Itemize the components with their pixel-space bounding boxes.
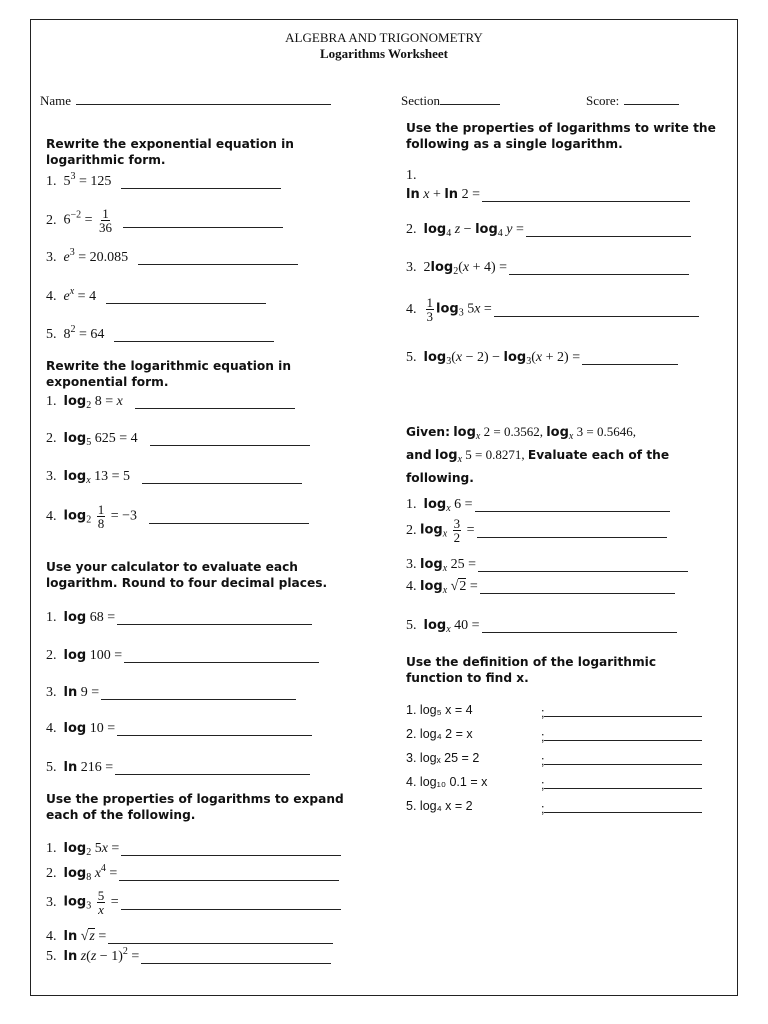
s7-item1: 1. log₅ x = 4	[406, 703, 473, 717]
section3-instruction: Use your calculator to evaluate each logarithm. Round to four decimal places.	[46, 560, 328, 590]
answer-blank[interactable]	[544, 727, 702, 741]
s1-item2: 2. $6^{-2}$ = $\frac{1}{36}$	[46, 207, 283, 234]
course-title: ALGEBRA AND TRIGONOMETRY	[285, 30, 483, 45]
s2-item2: 2. $\log_5 625 = 4$	[46, 430, 310, 448]
s6-item5: 5. $\log_x 40$ =	[406, 617, 677, 635]
s5-item1: ln x + ln 2 =	[406, 186, 690, 204]
s2-item1: 1. $\log_2 8 = x$	[46, 393, 295, 411]
answer-blank[interactable]	[582, 351, 678, 365]
answer-blank[interactable]	[106, 290, 266, 304]
answer-blank[interactable]	[494, 303, 699, 317]
s7-item4: 4. log₁₀ 0.1 = x	[406, 775, 488, 789]
s4-item4: 4. ln √z =	[46, 928, 333, 946]
answer-blank[interactable]	[482, 188, 690, 202]
answer-blank[interactable]	[480, 580, 675, 594]
s4-item1: 1. $\log_2 5x$ =	[46, 840, 341, 858]
s7-item3: 3. logₓ 25 = 2	[406, 751, 480, 765]
name-field[interactable]	[40, 91, 331, 109]
s3-item5: 5. ln 216 =	[46, 759, 310, 777]
name-label: Name	[40, 93, 72, 108]
s7-item2: 2. log₄ 2 = x	[406, 727, 473, 741]
s7-answer2[interactable]: ;	[541, 727, 702, 744]
s4-item5: 5. $\ln z(z - 1)^2$ =	[46, 948, 331, 966]
answer-blank[interactable]	[149, 510, 309, 524]
s3-item4: 4. log 10 =	[46, 720, 312, 738]
s6-item2: 2. $\log_x$ $\frac{3}{2}$ =	[406, 517, 667, 544]
answer-blank[interactable]	[509, 261, 689, 275]
s1-item1: 1. $5^3 = 125$	[46, 173, 281, 191]
s5-item5: 5. $\log_3(x - 2) - \log_3(x + 2)$ =	[406, 349, 678, 367]
answer-blank[interactable]	[478, 558, 688, 572]
s6-item1: 1. $\log_x 6$ =	[406, 496, 670, 514]
answer-blank[interactable]	[544, 799, 702, 813]
worksheet-title: Logarithms Worksheet	[320, 46, 448, 61]
section2-instruction: Rewrite the logarithmic equation in exponential form.	[46, 359, 292, 389]
answer-blank[interactable]	[124, 649, 319, 663]
s5-item4: 4. $\frac{1}{3}$ $\log_3 5x$ =	[406, 296, 699, 323]
s2-item3: 3. $\log_x 13 = 5$	[46, 468, 302, 486]
answer-blank[interactable]	[114, 328, 274, 342]
s4-item2: 2. $\log_8 x^4$ =	[46, 865, 339, 883]
answer-blank[interactable]	[123, 214, 283, 228]
answer-blank[interactable]	[121, 842, 341, 856]
answer-blank[interactable]	[482, 619, 677, 633]
s4-item3: 3. $\log_3$ $\frac{5}{x}$ =	[46, 889, 341, 916]
section1-instruction: Rewrite the exponential equation in logarithmic form.	[46, 137, 294, 167]
s5-item1-number: 1.	[406, 168, 417, 183]
answer-blank[interactable]	[477, 524, 667, 538]
answer-blank[interactable]	[135, 395, 295, 409]
section4-instruction: Use the properties of logarithms to expand each of the following.	[46, 792, 344, 822]
s6-item3: 3. $\log_x 25$ =	[406, 556, 688, 574]
section-field[interactable]	[401, 91, 500, 109]
s3-item3: 3. ln 9 =	[46, 684, 296, 702]
section-label: Section	[401, 93, 440, 108]
s1-item4: 4. $e^x = 4$	[46, 288, 266, 306]
answer-blank[interactable]	[101, 686, 296, 700]
s7-answer3[interactable]: ;	[541, 751, 702, 768]
s7-answer4[interactable]: ;	[541, 775, 702, 792]
score-label: Score:	[586, 93, 620, 108]
answer-blank[interactable]	[150, 432, 310, 446]
answer-blank[interactable]	[544, 703, 702, 717]
answer-blank[interactable]	[121, 175, 281, 189]
answer-blank[interactable]	[138, 251, 298, 265]
answer-blank[interactable]	[526, 223, 691, 237]
section6-instruction: Given: $\log_x 2 = 0.3562$, $\log_x 3 = 0.5646$, and $\log_x 5 = 0.8271$, Evaluate each of the following.	[406, 424, 670, 485]
section7-instruction: Use the definition of the logarithmic function to find x.	[406, 655, 657, 685]
answer-blank[interactable]	[475, 498, 670, 512]
answer-blank[interactable]	[117, 722, 312, 736]
s7-item5: 5. log₄ x = 2	[406, 799, 473, 813]
s7-answer5[interactable]: ;	[541, 799, 702, 816]
answer-blank[interactable]	[117, 611, 312, 625]
s5-item3: 3. $2\log_2(x + 4)$ =	[406, 259, 689, 277]
section-blank[interactable]	[440, 91, 500, 105]
answer-blank[interactable]	[142, 470, 302, 484]
s5-item2: 2. $\log_4 z - \log_4 y$ =	[406, 221, 691, 239]
score-blank[interactable]	[624, 91, 679, 105]
section5-instruction: Use the properties of logarithms to write the following as a single logarithm.	[406, 121, 716, 151]
answer-blank[interactable]	[141, 950, 331, 964]
s3-item2: 2. log 100 =	[46, 647, 319, 665]
answer-blank[interactable]	[544, 775, 702, 789]
answer-blank[interactable]	[115, 761, 310, 775]
answer-blank[interactable]	[121, 896, 341, 910]
s7-answer1[interactable]: ;	[541, 703, 702, 720]
answer-blank[interactable]	[544, 751, 702, 765]
answer-blank[interactable]	[108, 930, 333, 944]
score-field[interactable]	[586, 91, 679, 109]
s1-item3: 3. $e^3 = 20.085$	[46, 249, 298, 267]
name-blank[interactable]	[76, 91, 331, 105]
s1-item5: 5. $8^2 = 64$	[46, 326, 274, 344]
answer-blank[interactable]	[119, 867, 339, 881]
s2-item4: 4. $\log_2$ $\frac{1}{8}$ = −3	[46, 503, 309, 530]
s3-item1: 1. log 68 =	[46, 609, 312, 627]
s6-item4: 4. $\log_x √2$ =	[406, 578, 675, 596]
